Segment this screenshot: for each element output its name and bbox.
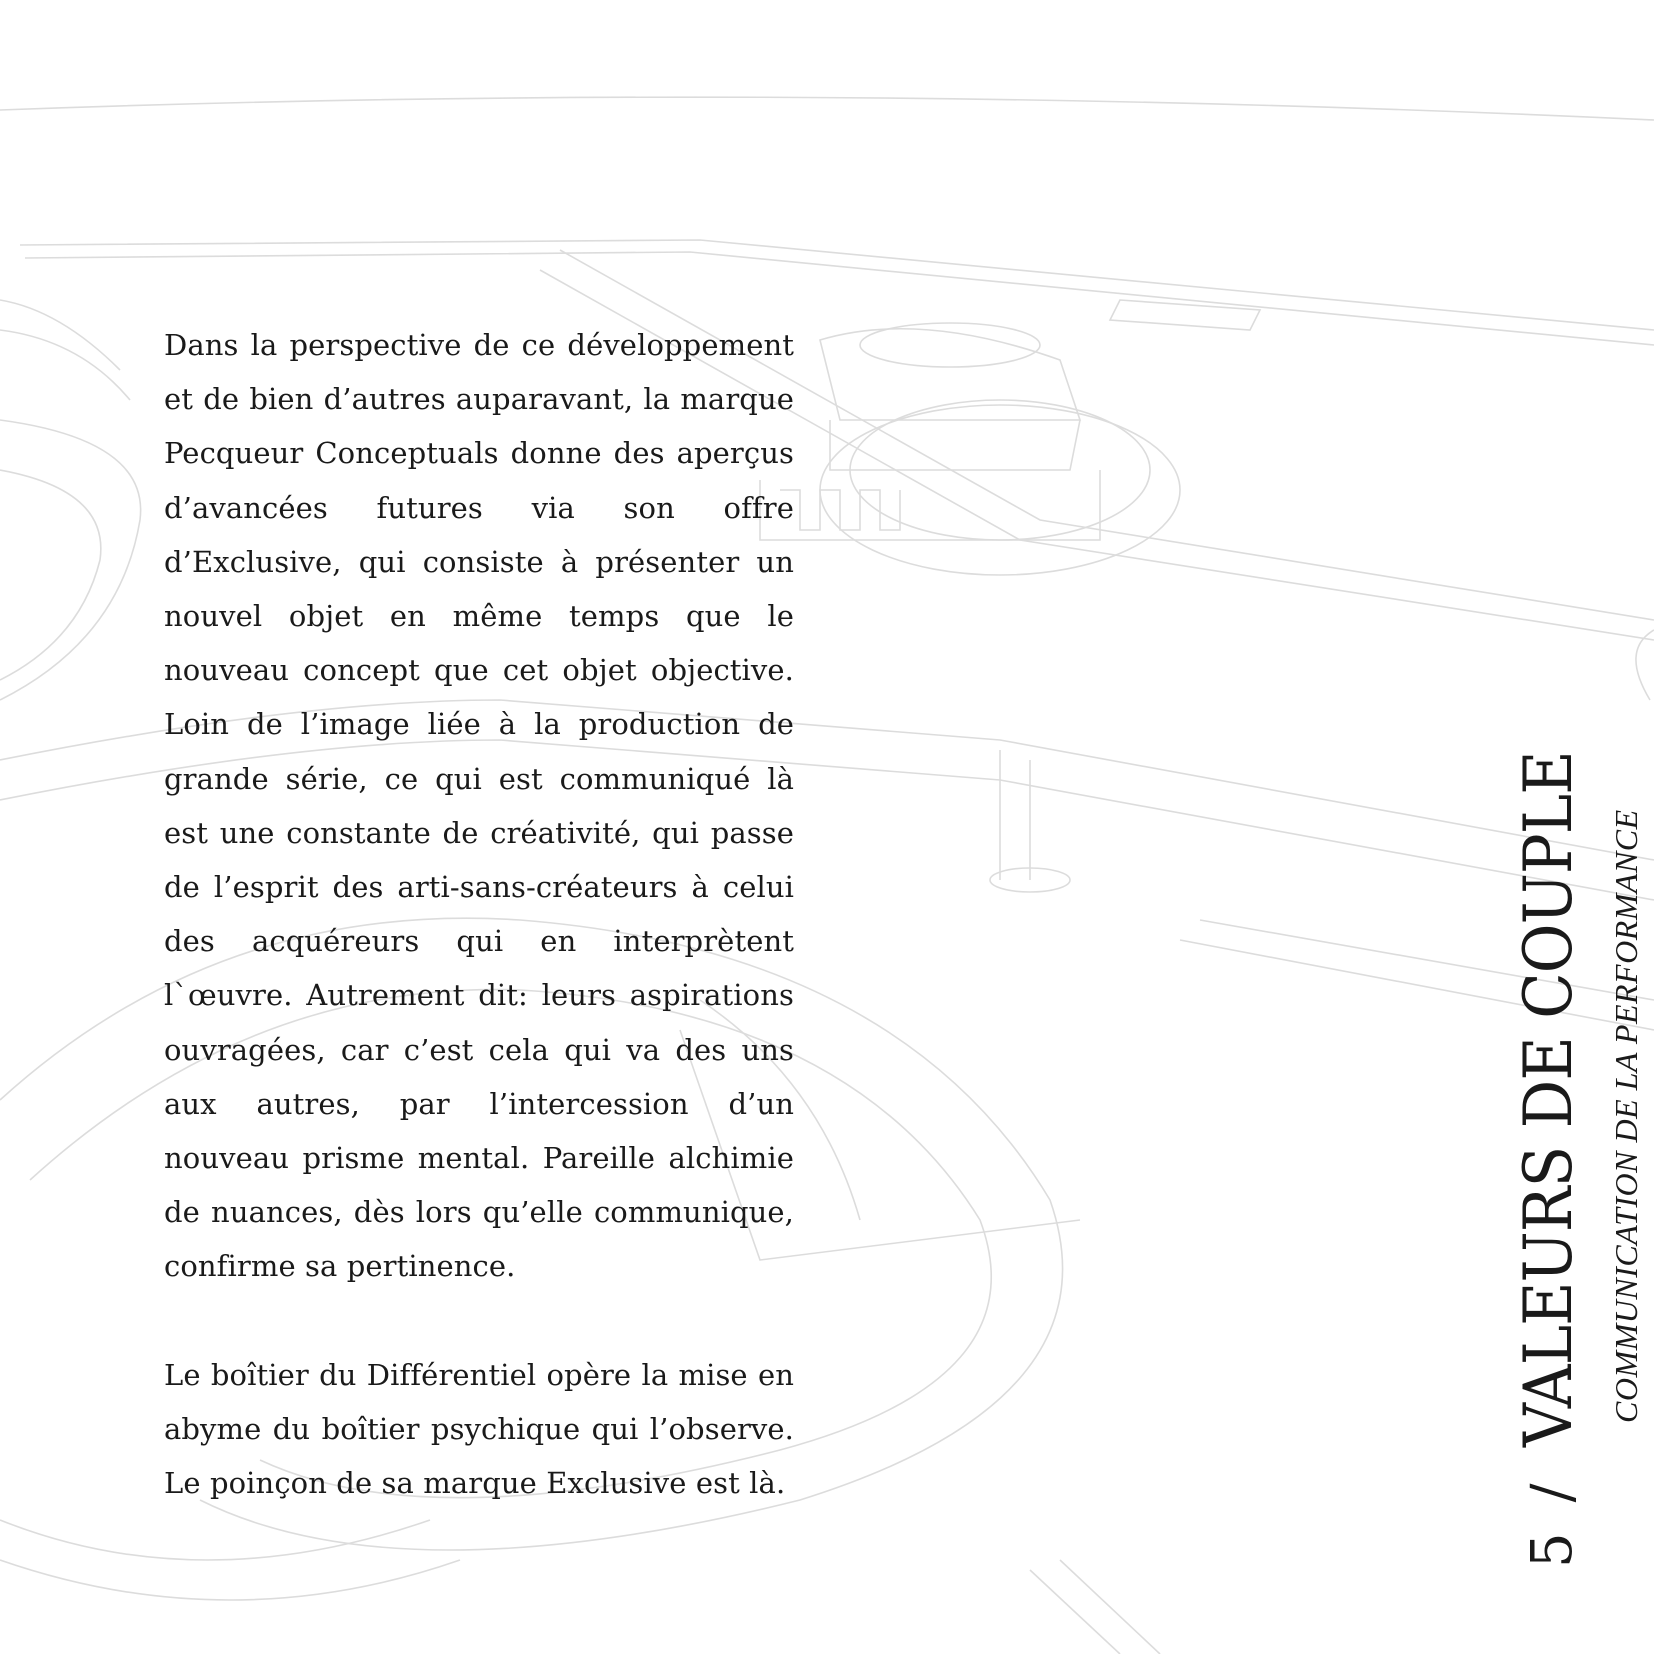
body-paragraph: Le boîtier du Différentiel opère la mise en abyme du boîtier psychique qui l’observe. Le poinçon de sa marque Exclusive est là. [164,1357,794,1501]
chapter-separator: / [1520,1483,1585,1503]
chapter-subtitle: COMMUNICATION DE LA PERFORMANCE [1608,809,1644,1423]
body-paragraph: Dans la perspective de ce développement et de bien d’autres auparavant, la marque Pecqueur Conceptuals donne des aperçus d’avancées futures via son offre d’Exclusive, qui consiste à présenter un nouvel objet en même temps que le nouveau concept que cet objet objective. Loin de l’image liée à la production de grande série, ce qui est communiqué là est une constante de créativité, qui passe de l’esprit des arti-sans-créateurs à celui des acquéreurs qui en interprètent l`œuvre. Autrement dit: leurs aspirations ouvragées, car c’est cela qui va des uns aux autres, par l’intercession d’un nouveau prisme mental. Pareille alchimie de nuances, dès lors qu’elle communique, confirme sa pertinence. [164,328,794,1284]
chapter-title: VALEURS DE COUPLE [1510,751,1587,1448]
chapter-heading [1510,691,1594,1568]
chapter-number: 5 [1520,1530,1585,1568]
body-text [164,318,794,1510]
